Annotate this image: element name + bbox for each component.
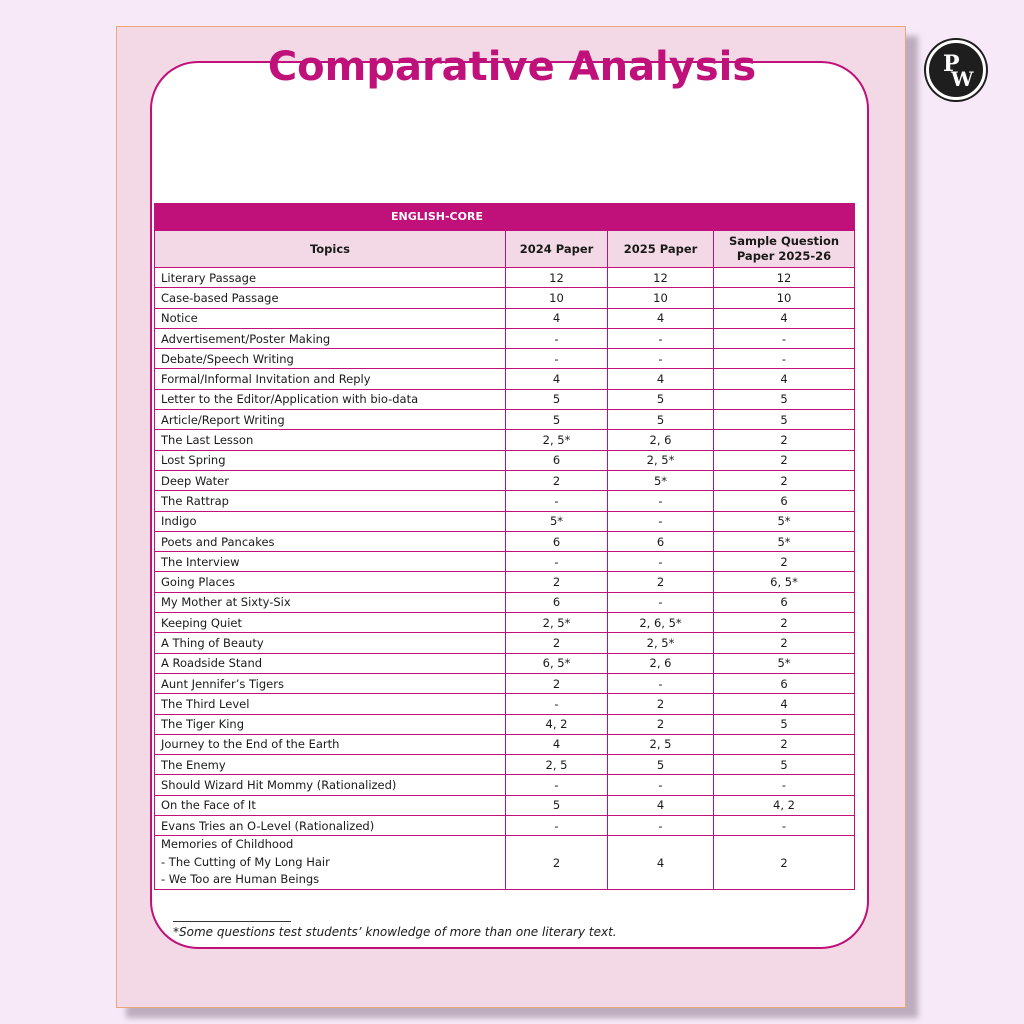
row-2025: - (608, 673, 714, 693)
row-2025: 5* (608, 470, 714, 490)
row-topic: Aunt Jennifer’s Tigers (155, 673, 506, 693)
header-2025-paper: 2025 Paper (608, 231, 714, 268)
row-2025: 2, 5* (608, 450, 714, 470)
table-row (155, 389, 855, 409)
row-2024: 5 (506, 389, 608, 409)
row-topic: Advertisement/Poster Making (155, 328, 506, 348)
row-sqp: 5* (714, 531, 855, 551)
table-row (155, 673, 855, 693)
row-topic: Indigo (155, 511, 506, 531)
row-2025: 5 (608, 755, 714, 775)
row-topic: Should Wizard Hit Mommy (Rationalized) (155, 775, 506, 795)
table-row (155, 349, 855, 369)
row-sqp: - (714, 816, 855, 836)
row-sqp: 2 (714, 613, 855, 633)
row-sqp: 5* (714, 511, 855, 531)
row-topic: The Interview (155, 552, 506, 572)
row-2024: 4 (506, 308, 608, 328)
row-topic: Formal/Informal Invitation and Reply (155, 369, 506, 389)
row-sqp: 2 (714, 734, 855, 754)
row-topic: Journey to the End of the Earth (155, 734, 506, 754)
row-2025: - (608, 349, 714, 369)
row-2024: 2 (506, 673, 608, 693)
row-2024: 2 (506, 633, 608, 653)
logo-letter-p: P (943, 51, 960, 77)
comparison-table (154, 203, 855, 890)
table-row (155, 714, 855, 734)
row-2024: 10 (506, 288, 608, 308)
table-row (155, 775, 855, 795)
row-topic: Poets and Pancakes (155, 531, 506, 551)
row-topic: Article/Report Writing (155, 410, 506, 430)
row-sqp: - (714, 328, 855, 348)
row-sqp: 5 (714, 755, 855, 775)
row-topic: The Enemy (155, 755, 506, 775)
row-topic: Evans Tries an O-Level (Rationalized) (155, 816, 506, 836)
row-topic: Notice (155, 308, 506, 328)
row-2025: 5 (608, 410, 714, 430)
row-topic: On the Face of It (155, 795, 506, 815)
table-row (155, 653, 855, 673)
row-2025: - (608, 328, 714, 348)
row-2024: 6 (506, 450, 608, 470)
row-2025: 4 (608, 795, 714, 815)
page-title: Comparative Analysis (267, 44, 757, 90)
row-sqp: 6 (714, 673, 855, 693)
row-2025: 5 (608, 389, 714, 409)
row-2025: 2 (608, 694, 714, 714)
table-row (155, 734, 855, 754)
row-sqp: 4 (714, 308, 855, 328)
table-row (155, 308, 855, 328)
row-2025: 2, 6, 5* (608, 613, 714, 633)
table-row (155, 531, 855, 551)
row-2025: 4 (608, 369, 714, 389)
table-row (155, 613, 855, 633)
table-row (155, 816, 855, 836)
header-2024-paper: 2024 Paper (506, 231, 608, 268)
row-topic: The Third Level (155, 694, 506, 714)
row-2024: 4 (506, 734, 608, 754)
row-sqp: 6 (714, 592, 855, 612)
footnote: *Some questions test students’ knowledge of more than one literary text. (173, 925, 617, 939)
row-2024: 12 (506, 268, 608, 288)
row-2024: 6 (506, 531, 608, 551)
row-sqp: 12 (714, 268, 855, 288)
table-row (155, 450, 855, 470)
row-topic: The Tiger King (155, 714, 506, 734)
row-2024: - (506, 552, 608, 572)
row-topic: The Rattrap (155, 491, 506, 511)
row-2024: 6 (506, 592, 608, 612)
row-sqp: 2 (714, 470, 855, 490)
row-topic: Lost Spring (155, 450, 506, 470)
row-2024: 6, 5* (506, 653, 608, 673)
table-row (155, 430, 855, 450)
table-row (155, 268, 855, 288)
table-row (155, 328, 855, 348)
row-2024: 4 (506, 369, 608, 389)
row-topic: The Last Lesson (155, 430, 506, 450)
row-topic: Debate/Speech Writing (155, 349, 506, 369)
row-2025: 6 (608, 531, 714, 551)
row-sqp: - (714, 775, 855, 795)
table-row (155, 369, 855, 389)
row-topic: Literary Passage (155, 268, 506, 288)
row-topic: A Thing of Beauty (155, 633, 506, 653)
row-sqp: 2 (714, 450, 855, 470)
row-sqp: - (714, 349, 855, 369)
row-2024: 5 (506, 795, 608, 815)
row-2025: - (608, 592, 714, 612)
pw-logo (926, 40, 986, 100)
row-2024: 2 (506, 470, 608, 490)
row-sqp: 4 (714, 369, 855, 389)
row-2025: - (608, 491, 714, 511)
row-topic: Deep Water (155, 470, 506, 490)
table-row (155, 552, 855, 572)
row-2025: 10 (608, 288, 714, 308)
table-row (155, 470, 855, 490)
row-sqp: 10 (714, 288, 855, 308)
table-row (155, 836, 855, 890)
row-sqp: 2 (714, 552, 855, 572)
row-2024: - (506, 349, 608, 369)
row-2024: 2, 5* (506, 430, 608, 450)
row-sqp: 5 (714, 389, 855, 409)
row-2025: 12 (608, 268, 714, 288)
row-2024: - (506, 491, 608, 511)
row-sqp: 2 (714, 633, 855, 653)
row-topic: Case-based Passage (155, 288, 506, 308)
row-2025: 4 (608, 308, 714, 328)
table-row (155, 795, 855, 815)
row-2024: - (506, 816, 608, 836)
row-sqp: 5 (714, 714, 855, 734)
row-topic: My Mother at Sixty-Six (155, 592, 506, 612)
table-row (155, 491, 855, 511)
row-topic: Letter to the Editor/Application with bio-data (155, 389, 506, 409)
table-row (155, 288, 855, 308)
topic-line: - We Too are Human Beings (161, 872, 320, 887)
footnote-rule (173, 921, 291, 922)
row-2025: 2, 5 (608, 734, 714, 754)
table-row (155, 592, 855, 612)
table-row (155, 694, 855, 714)
row-sqp: 6 (714, 491, 855, 511)
row-2024: 5* (506, 511, 608, 531)
row-2024: 2 (506, 836, 608, 890)
row-sqp: 5* (714, 653, 855, 673)
row-topic: Keeping Quiet (155, 613, 506, 633)
topic-line: - The Cutting of My Long Hair (161, 854, 330, 869)
subject-header: ENGLISH-CORE (155, 204, 855, 231)
topic-line: Memories of Childhood (161, 837, 294, 852)
row-2025: 2, 5* (608, 633, 714, 653)
row-2025: 2, 6 (608, 430, 714, 450)
row-2025: 4 (608, 836, 714, 890)
row-2024: 4, 2 (506, 714, 608, 734)
table-row (155, 410, 855, 430)
row-2024: 2, 5* (506, 613, 608, 633)
table-row (155, 633, 855, 653)
row-sqp: 2 (714, 430, 855, 450)
row-2024: - (506, 694, 608, 714)
row-sqp: 4, 2 (714, 795, 855, 815)
row-2025: - (608, 775, 714, 795)
table-row (155, 572, 855, 592)
column-headers (155, 231, 855, 268)
row-2024: 2 (506, 572, 608, 592)
row-sqp: 4 (714, 694, 855, 714)
row-topic (155, 836, 506, 890)
row-2025: 2 (608, 572, 714, 592)
row-sqp: 2 (714, 836, 855, 890)
row-2024: 5 (506, 410, 608, 430)
table-row (155, 511, 855, 531)
row-2025: - (608, 511, 714, 531)
row-2025: - (608, 816, 714, 836)
row-sqp: 5 (714, 410, 855, 430)
logo-letter-w: W (951, 67, 974, 91)
row-2024: - (506, 328, 608, 348)
row-2024: - (506, 775, 608, 795)
row-topic: Going Places (155, 572, 506, 592)
table-row (155, 755, 855, 775)
row-topic: A Roadside Stand (155, 653, 506, 673)
header-sample-paper: Sample Question Paper 2025-26 (714, 231, 855, 268)
row-2025: - (608, 552, 714, 572)
row-2025: 2 (608, 714, 714, 734)
row-2024: 2, 5 (506, 755, 608, 775)
header-topics: Topics (155, 231, 506, 268)
row-sqp: 6, 5* (714, 572, 855, 592)
row-2025: 2, 6 (608, 653, 714, 673)
